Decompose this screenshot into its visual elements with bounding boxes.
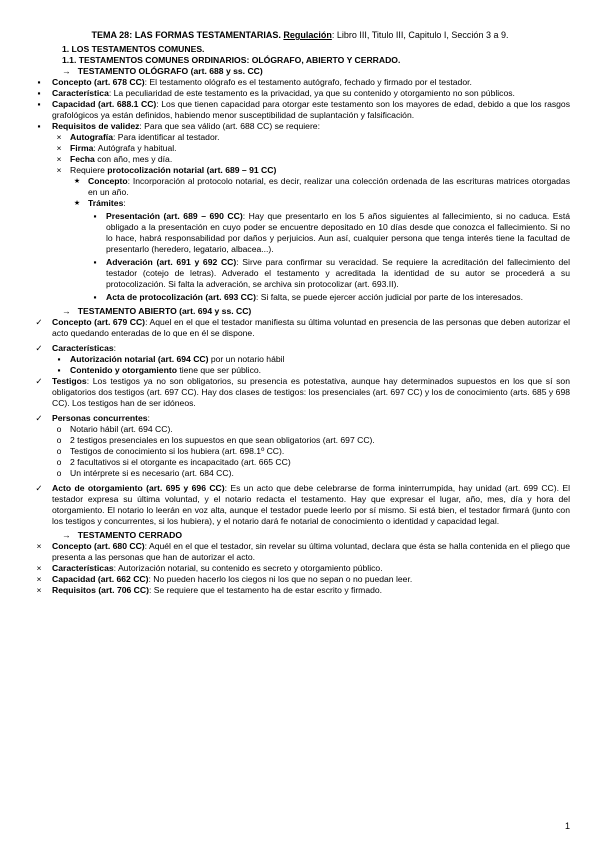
bullet-cross-icon: × [56,132,62,142]
document-page [0,30,600,596]
abierto-heading-text: TESTAMENTO ABIERTO (art. 694 y ss. CC) [77,306,252,316]
title-regulacion: Regulación [283,30,332,40]
bullet-check-icon: ✓ [35,483,43,493]
bullet-square-icon: ▪ [37,99,41,109]
bullet-star-icon: ★ [73,178,81,185]
bullet-small-square-icon: ▪ [93,211,97,221]
bullet-check-icon: ✓ [35,343,43,353]
abierto-concepto: ✓ Concepto (art. 679 CC): Aquel en el que el testador manifiesta su última voluntad en presencia de las personas que deben autorizar el acto quedando enteradas de lo que en él se dispone. [35,317,570,338]
abierto-testigos: ✓ Testigos: Los testigos ya no son obligatorios, su presencia es potestativa, aunque hay determinados supuestos en los que sí son obligatorios dos testigos (art. 697 CC). Hay dos clases de testigos: los presenciales (art. 697 CC) y los de conocimiento (arts. 685 y 698 CC). Los testigos han de ser idóneos. [35,376,570,408]
bullet-square-icon: ▪ [37,121,41,131]
title-rest: : Libro III, Titulo III, Capitulo I, Sección 3 a 9. [331,30,509,40]
protocolizacion-tramites: ★ Trámites: [73,198,126,208]
bullet-circle-icon: o [56,468,62,478]
bullet-circle-icon: o [56,435,62,445]
olografo-heading [0,66,600,77]
cerrado-caracteristicas: × Características: Autorización notarial, su contenido es secreto y otorgamiento público. [0,563,600,574]
cerrado-heading-text: TESTAMENTO CERRADO [77,530,183,540]
persona-notario: o Notario hábil (art. 694 CC). [0,424,600,435]
bullet-cross-icon: × [36,541,42,551]
bullet-small-square-icon: ▪ [93,292,97,302]
bullet-check-icon: ✓ [35,413,43,423]
bullet-circle-icon: o [56,457,62,467]
bullet-cross-icon: × [36,563,42,573]
arrow-icon: → [62,306,71,316]
persona-testigos-conocimiento: o Testigos de conocimiento si los hubiera (art. 698.1º CC). [0,446,600,457]
requisito-fecha: × Fecha con año, mes y día. [0,154,600,165]
bullet-check-icon: ✓ [35,376,43,386]
bullet-small-square-icon: ▪ [57,365,61,375]
bullet-cross-icon: × [36,574,42,584]
bullet-square-icon: ▪ [37,77,41,87]
requisito-protocolizacion: × Requiere protocolización notarial (art. 689 – 91 CC) [0,165,600,176]
abierto-personas: ✓ Personas concurrentes: [35,413,150,423]
bullet-check-icon: ✓ [35,317,43,327]
tramite-acta: ▪ Acta de protocolización (art. 693 CC): Si falta, se puede ejercer acción judicial por parte de los interesados. [0,292,600,303]
section-heading-1: 1. LOS TESTAMENTOS COMUNES. [62,44,205,54]
olografo-capacidad: ▪ Capacidad (art. 688.1 CC): Los que tienen capacidad para otorgar este testamento son los mayores de edad, debido a que los rasgos grafológicos ya están definidos, habiendo menor susceptibilidad de suplantación y falsificación. [0,99,600,121]
bullet-small-square-icon: ▪ [57,354,61,364]
bullet-circle-icon: o [56,446,62,456]
bullet-cross-icon: × [56,143,62,153]
olografo-caracteristica: ▪ Característica: La peculiaridad de este testamento es la privacidad, ya que su contenido y otorgamiento no son públicos. [0,88,600,99]
persona-testigos-presenciales: o 2 testigos presenciales en los supuestos en que sean obligatorios (art. 697 CC). [0,435,600,446]
abierto-acto-otorgamiento: ✓ Acto de otorgamiento (art. 695 y 696 CC): Es un acto que debe celebrarse de forma ininterrumpida, hay unidad (art. 699 CC). El testador expresa su última voluntad, y el notario redacta el testamento. Hay que expresar el lugar, año, mes, día y hora del otorgamiento. El notario lo leerán en voz alta, aunque el testador puede leerlo por sí mismo. Si está bien, el testador firmará (junto con los testigos y concurrentes, si los hubiera), y el notario dará fe notarial de conocimiento o identidad y capacidad legal. [35,483,570,526]
section-heading-1-1: 1.1. TESTAMENTOS COMUNES ORDINARIOS: OLÓGRAFO, ABIERTO Y CERRADO. [62,55,401,65]
tramite-adveracion: ▪ Adveración (art. 691 y 692 CC): Sirve para confirmar su veracidad. Se requiere la acreditación del fallecimiento del testador (cotejo de letras). Adverado el testamento y acreditada la identidad de su autor se procederá a su protocolización. Si falta la adveración, se archiva sin protocolizar (art. 693.II). [0,257,600,290]
title-prefix: TEMA 28: LAS FORMAS TESTAMENTARIAS. [91,30,284,40]
page-title [0,30,600,41]
protocolizacion-concepto: ★ Concepto: Incorporación al protocolo notarial, es decir, realizar una colección ordenada de las escrituras matrices otorgadas en un año. [73,176,570,197]
page-number: 1 [564,821,570,831]
bullet-small-square-icon: ▪ [93,257,97,267]
bullet-cross-icon: × [56,165,62,175]
bullet-circle-icon: o [56,424,62,434]
caracteristica-contenido: ▪ Contenido y otorgamiento tiene que ser público. [0,365,600,376]
bullet-star-icon: ★ [73,200,81,207]
tramite-presentacion: ▪ Presentación (art. 689 – 690 CC): Hay que presentarlo en los 5 años siguientes al fallecimiento, si no caduca. Está obligado a la presentación en cuyo poder se encuentre depositado en 10 días desde que conozca el fallecimiento. Si no lo hace, habrá responsabilidad por daños y perjuicios. Aun así, cualquier persona que tenga interés tiene la facultad de presentarlo (heredero, legatario, albacea...). [0,211,600,255]
bullet-square-icon: ▪ [37,88,41,98]
olografo-concepto: ▪ Concepto (art. 678 CC): El testamento ológrafo es el testamento autógrafo, fechado y firmado por el testador. [0,77,600,88]
persona-facultativos: o 2 facultativos si el otorgante es incapacitado (art. 665 CC) [0,457,600,468]
olografo-heading-text: TESTAMENTO OLÓGRAFO (art. 688 y ss. CC) [77,66,263,76]
arrow-icon: → [62,66,71,76]
cerrado-heading [0,530,600,541]
abierto-heading [0,306,600,317]
requisito-firma: × Firma: Autógrafa y habitual. [0,143,600,154]
olografo-requisitos: ▪ Requisitos de validez: Para que sea válido (art. 688 CC) se requiere: [0,121,600,132]
requisito-autografia: × Autografía: Para identificar al testador. [0,132,600,143]
persona-interprete: o Un intérprete si es necesario (art. 684 CC). [0,468,600,479]
caracteristica-autorizacion: ▪ Autorización notarial (art. 694 CC) por un notario hábil [0,354,600,365]
abierto-caracteristicas: ✓ Características: [35,343,117,353]
arrow-icon: → [62,530,71,540]
cerrado-concepto: × Concepto (art. 680 CC): Aquél en el que el testador, sin revelar su última voluntad, declara que ésta se halla contenida en el pliego que presenta a las personas que han de autorizar el acto. [0,541,600,563]
bullet-cross-icon: × [56,154,62,164]
bullet-cross-icon: × [36,585,42,595]
cerrado-requisitos: × Requisitos (art. 706 CC): Se requiere que el testamento ha de estar escrito y firmado. [0,585,600,596]
cerrado-capacidad: × Capacidad (art. 662 CC): No pueden hacerlo los ciegos ni los que no sepan o no puedan leer. [0,574,600,585]
